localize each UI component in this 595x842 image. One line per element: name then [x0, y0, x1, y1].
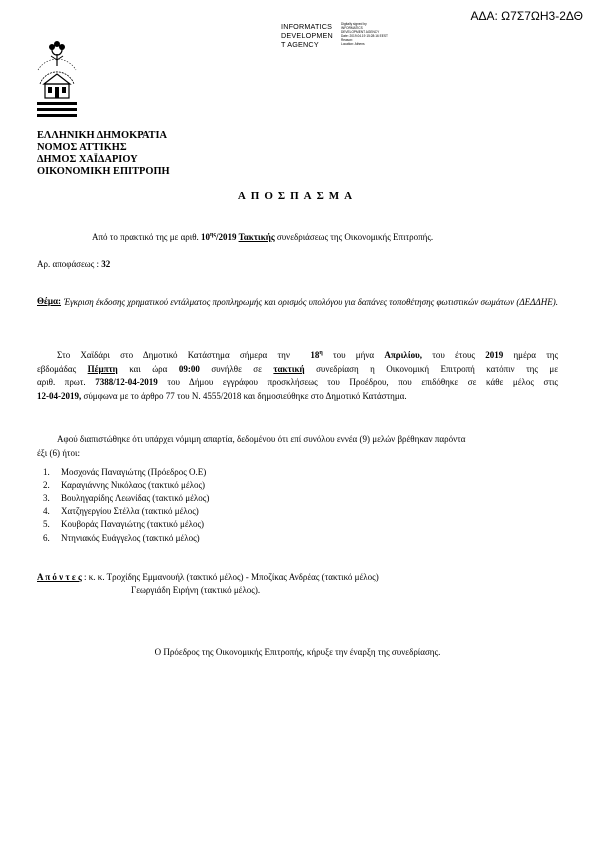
signature-detail: Reason: [341, 38, 353, 43]
protocol-number: 7388/12-04-2019 [95, 377, 158, 387]
text-span: εβδομάδας [37, 363, 77, 374]
text-span: του μήνα [333, 350, 375, 360]
list-number: 5. [43, 519, 50, 529]
signature-details [341, 22, 401, 47]
minutes-text: Από το πρακτικό της με αριθ. [92, 232, 202, 242]
municipality-logo-icon [34, 40, 80, 122]
member-name: Βουληγαρίδης Λεωνίδας (τακτικό μέλος) [61, 493, 210, 503]
signature-detail: DEVELOPMENT AGENCY [341, 30, 380, 35]
absent-list: : κ. κ. Τροχίδης Εμμανουήλ (τακτικό μέλος) - Μποζίκας Ανδρέας (τακτικό μέλος) [84, 572, 379, 582]
paragraph-line: Αφού διαπιστώθηκε ότι υπάρχει νόμιμη απαρτία, δεδομένου ότι επί συνόλου εννέα (9) μελών βρέθηκαν παρόντα [57, 434, 466, 444]
absent-members-continued: Γεωργιάδη Ειρήνη (τακτικό μέλος). [131, 585, 261, 595]
closing-statement: Ο Πρόεδρος της Οικονομικής Επιτροπής, κήρυξε την έναρξη της συνεδρίασης. [154, 647, 441, 657]
decision-value: 32 [101, 259, 111, 269]
list-number: 4. [43, 506, 50, 516]
signature-detail: Date: 2019.04.19 15:28:16 EEST [341, 34, 388, 39]
text-span: συνήλθε σε [211, 363, 262, 374]
session-type: Τακτικής [238, 232, 275, 242]
text-span: του έτους [432, 350, 475, 360]
member-name: Χατζηγεργίου Στέλλα (τακτικό μέλος) [61, 506, 199, 516]
signature-line: INFORMATICS [281, 22, 333, 31]
text-span: σύμφωνα με το άρθρο 77 του Ν. 4555/2018 και δημοσιεύθηκε στο Δημοτικό Κατάστημα. [81, 390, 407, 401]
meeting-month: Απριλίου, [384, 350, 423, 360]
meeting-session-type: τακτική [273, 363, 305, 374]
municipality-logo [34, 40, 80, 127]
minutes-number-suffix: ης [210, 232, 216, 238]
header-country: ΕΛΛΗΝΙΚΗ ΔΗΜΟΚΡΑΤΙΑ [37, 130, 168, 141]
minutes-year: /2019 [215, 232, 239, 242]
day-suffix: η [319, 350, 323, 356]
text-span: και ώρα [129, 363, 168, 374]
text-span: συνεδρίαση η Οικονομική Επιτροπή κατόπιν της με [316, 363, 559, 374]
list-number: 6. [43, 533, 50, 543]
minutes-reference [92, 232, 433, 242]
signature-detail: Digitally signed by [341, 22, 367, 26]
signature-detail: Location: Athens [341, 42, 365, 47]
list-item [43, 506, 199, 516]
decision-label: Αρ. αποφάσεως : [37, 259, 102, 269]
list-item [43, 467, 206, 477]
paragraph-line: έξι (6) ήτοι: [37, 447, 80, 458]
signature-agency-label [281, 22, 333, 49]
text-span: αριθ. πρωτ. [37, 377, 86, 387]
header-municipality: ΔΗΜΟΣ ΧΑΪΔΑΡΙΟΥ [37, 154, 138, 165]
member-name: Μοσχονάς Παναγιώτης (Πρόεδρος Ο.Ε) [61, 467, 207, 477]
minutes-text: συνεδριάσεως της Οικονομικής Επιτροπής. [274, 232, 434, 242]
meeting-year: 2019 [485, 350, 504, 360]
meeting-weekday: Πέμπτη [87, 363, 118, 374]
paragraph-line [37, 363, 558, 377]
paragraph-line [37, 376, 558, 390]
decision-number [37, 259, 110, 269]
member-name: Καραγιάννης Νικόλαος (τακτικό μέλος) [61, 480, 206, 490]
list-number: 3. [43, 493, 50, 503]
meeting-time: 09:00 [178, 363, 200, 374]
list-item [43, 493, 209, 503]
list-number: 1. [43, 467, 50, 477]
absent-members [37, 572, 379, 582]
meeting-paragraph [37, 347, 558, 403]
minutes-number: 10 [201, 232, 211, 242]
list-item [43, 480, 205, 490]
subject-text: Έγκριση έκδοσης χρηματικού εντάλματος προπληρωμής και ορισμός υπολόγου για δαπάνες τοποθέτησης φωτιστικών σωμάτων (ΔΕΔΔΗΕ). [64, 297, 558, 307]
page-title: ΑΠΟΣΠΑΣΜΑ [237, 190, 358, 202]
list-number: 2. [43, 480, 50, 490]
paragraph-line [37, 347, 558, 363]
quorum-paragraph [37, 433, 558, 460]
list-item [43, 533, 200, 543]
delivery-date: 12-04-2019, [37, 390, 82, 401]
text-span: του Δήμου εγγράφου προσκλήσεως του Προέδρου, που επιδόθηκε σε κάθε μέλος στις [167, 377, 558, 387]
signature-line: DEVELOPMEN [281, 31, 333, 40]
signature-line: T AGENCY [281, 40, 319, 49]
list-item [43, 519, 204, 529]
member-name: Ντηνιακός Ευάγγελος (τακτικό μέλος) [61, 533, 200, 543]
paragraph-line [37, 390, 558, 404]
text-span: ημέρα της [513, 350, 559, 360]
text-span: Στο Χαϊδάρι στο Δημοτικό Κατάστημα σήμερα την [57, 350, 290, 360]
member-name: Κουβοράς Παναγιώτης (τακτικό μέλος) [61, 519, 205, 529]
absent-label: Α π ό ν τ ε ς [37, 572, 82, 582]
subject-label: Θέμα: [37, 296, 61, 306]
header-prefecture: ΝΟΜΟΣ ΑΤΤΙΚΗΣ [37, 142, 127, 153]
signature-detail: INFORMATICS [341, 26, 363, 31]
header-committee: ΟΙΚΟΝΟΜΙΚΗ ΕΠΙΤΡΟΠΗ [37, 166, 170, 177]
meeting-day: 18 [310, 350, 320, 360]
ada-code: ΑΔΑ: Ω7Σ7ΩΗ3-2ΔΘ [470, 9, 583, 23]
